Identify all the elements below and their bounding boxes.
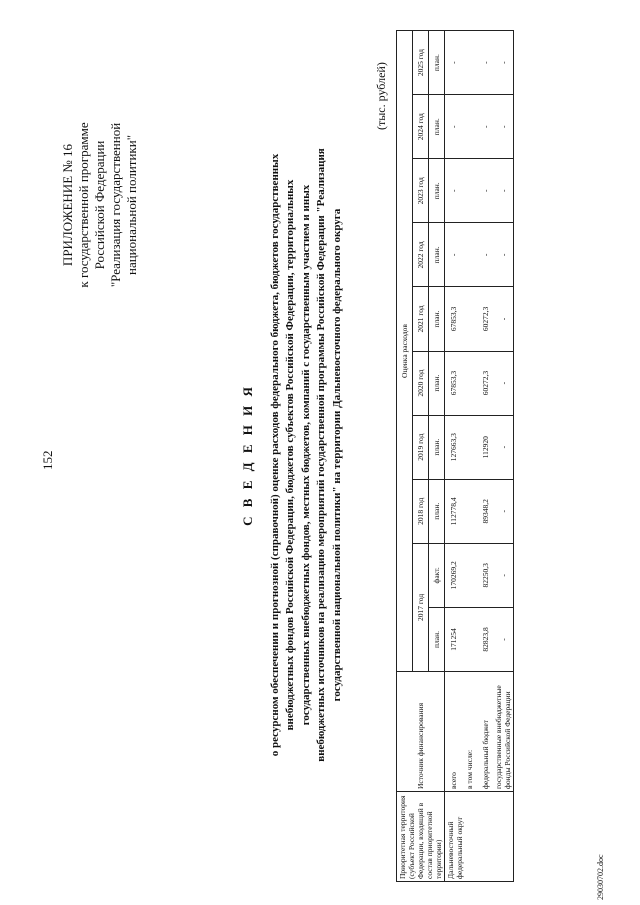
value-cell: 67853,3: [445, 351, 462, 415]
header-year: 2017 год: [413, 543, 429, 671]
table-row: [461, 31, 477, 882]
header-plan: план.: [429, 95, 445, 159]
value-cell: -: [493, 415, 514, 479]
header-year: 2018 год: [413, 479, 429, 543]
value-cell: -: [445, 223, 462, 287]
value-cell: [461, 31, 477, 95]
value-cell: 60272,3: [477, 351, 493, 415]
title-heading: С В Е Д Е Н И Я: [240, 384, 255, 526]
value-cell: -: [477, 95, 493, 159]
value-cell: -: [493, 159, 514, 223]
title-line: государственной национальной политики" на территории Дальневосточного федерального округа: [330, 208, 343, 702]
header-year: 2024 год: [413, 95, 429, 159]
table-row: [477, 31, 493, 882]
page-number: 152: [40, 450, 55, 470]
header-plan: план.: [429, 479, 445, 543]
expenditure-table: [396, 30, 512, 882]
territory-cell: Дальневосточный федеральный округ: [445, 792, 514, 882]
header-plan: план.: [429, 351, 445, 415]
header-estimate: Оценка расходов: [397, 31, 413, 672]
value-cell: [461, 159, 477, 223]
footer-filename: 29030702.doc: [596, 854, 605, 900]
header-year: 2025 год: [413, 31, 429, 95]
value-cell: -: [445, 95, 462, 159]
value-cell: -: [477, 223, 493, 287]
title-line: о ресурсном обеспечении и прогнозной (справочной) оценке расходов федерального бюджета, бюджетов государственных: [268, 153, 281, 757]
value-cell: -: [493, 31, 514, 95]
value-cell: [461, 607, 477, 671]
units-label: (тыс. рублей): [374, 62, 388, 130]
appendix-line: Российской Федерации: [92, 140, 107, 270]
value-cell: [461, 351, 477, 415]
value-cell: [461, 223, 477, 287]
header-plan: план.: [429, 31, 445, 95]
source-cell: всего: [445, 672, 462, 792]
value-cell: 82823,8: [477, 607, 493, 671]
title-line: внебюджетных фондов Российской Федерации, бюджетов субъектов Российской Федерации, территориальных: [284, 179, 296, 731]
header-plan: план.: [429, 287, 445, 351]
value-cell: 89348,2: [477, 479, 493, 543]
value-cell: [461, 287, 477, 351]
appendix-line: национальной политики": [124, 135, 139, 276]
value-cell: [461, 479, 477, 543]
source-cell: в том числе:: [461, 672, 477, 792]
value-cell: 170269,2: [445, 543, 462, 607]
value-cell: -: [445, 159, 462, 223]
value-cell: -: [493, 607, 514, 671]
source-cell: государственные внебюджетные фонды Российской Федерации: [493, 672, 514, 792]
header-territory: Приоритетная территория (субъект Российской Федерации, входящий в состав приоритетной территории): [397, 792, 445, 882]
appendix-line: к государственной программе: [76, 122, 91, 288]
document-title: [240, 65, 345, 845]
header-plan: план.: [429, 607, 445, 671]
source-cell: федеральный бюджет: [477, 672, 493, 792]
appendix-header: [60, 80, 140, 330]
header-plan: план.: [429, 415, 445, 479]
value-cell: [461, 95, 477, 159]
value-cell: 127663,3: [445, 415, 462, 479]
table-row: [445, 31, 462, 882]
value-cell: -: [445, 31, 462, 95]
header-year: 2021 год: [413, 287, 429, 351]
header-year: 2020 год: [413, 351, 429, 415]
value-cell: -: [493, 223, 514, 287]
header-year: 2019 год: [413, 415, 429, 479]
appendix-title: ПРИЛОЖЕНИЕ № 16: [60, 143, 75, 267]
value-cell: 60272,3: [477, 287, 493, 351]
value-cell: -: [477, 159, 493, 223]
header-fact: факт.: [429, 543, 445, 607]
value-cell: 112920: [477, 415, 493, 479]
value-cell: -: [493, 479, 514, 543]
title-line: государственных внебюджетных фондов, местных бюджетов, компаний с государственным участием и иных: [299, 184, 312, 726]
value-cell: 171254: [445, 607, 462, 671]
value-cell: -: [493, 351, 514, 415]
value-cell: [461, 543, 477, 607]
table-row: [493, 31, 514, 882]
value-cell: -: [477, 31, 493, 95]
title-line: внебюджетных источников на реализацию мероприятий государственной программы Российской Федерации "Реализация: [315, 148, 327, 762]
header-plan: план.: [429, 159, 445, 223]
header-plan: план.: [429, 223, 445, 287]
header-year: 2022 год: [413, 223, 429, 287]
value-cell: 67853,3: [445, 287, 462, 351]
header-source: Источник финансирования: [397, 672, 445, 792]
value-cell: -: [493, 543, 514, 607]
value-cell: 112778,4: [445, 479, 462, 543]
appendix-line: "Реализация государственной: [108, 122, 123, 288]
value-cell: -: [493, 95, 514, 159]
value-cell: -: [493, 287, 514, 351]
value-cell: [461, 415, 477, 479]
header-year: 2023 год: [413, 159, 429, 223]
value-cell: 82250,3: [477, 543, 493, 607]
